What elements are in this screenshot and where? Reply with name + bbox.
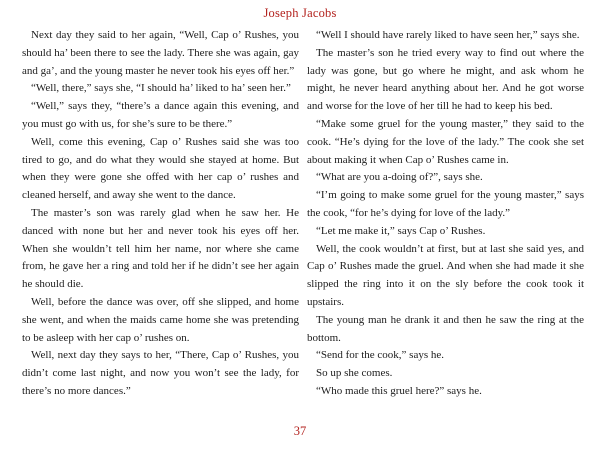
paragraph: Well, next day they says to her, “There, Cap o’ Rushes, you didn’t come last night, and now you won’t see the lady, for there’s no more dances.” [22,349,299,397]
paragraph: “Well,” says they, “there’s a dance again this evening, and you must go with us, for she’s sure to be there.” [22,100,299,130]
paragraph: The master’s son was rarely glad when he saw her. He danced with none but her and never took his eyes off her. When she wouldn’t tell him her name, nor where she came from, he gave her a ring and told her if he didn’t see her again he should die. [22,206,299,291]
paragraph: “Let me make it,” says Cap o’ Rushes. [316,224,486,237]
paragraph: Next day they said to her again, “Well, Cap o’ Rushes, you should ha’ been there to see the lady. There she was again, gay and ga’, and the young master he never took his eyes off her.” [22,29,299,77]
paragraph: So up she comes. [316,367,393,380]
running-head: Joseph Jacobs [263,6,337,20]
paragraph: Well, come this evening, Cap o’ Rushes said she was too tired to go, and do what they would she stayed at home. But when they were gone she offed with her cap o’ rushes and cleaned herself, and away she went to the dance. [22,135,299,202]
paragraph: The master’s son he tried every way to find out where the lady was gone, but go where he might, and ask whom he might, he never heard anything about her. And he got worse and worse for the love of her till he had to keep his bed. [307,46,584,113]
paragraph: “I’m going to make some gruel for the young master,” says the cook, “for he’s dying for love of the lady.” [307,189,584,219]
paragraph: Well, the cook wouldn’t at first, but at last she said yes, and Cap o’ Rushes made the gruel. And when she had made it she slipped the ring into it on the sly before the cook took it upstairs. [307,242,584,308]
paragraph: “Send for the cook,” says he. [316,349,444,362]
paragraph: “Who made this gruel here?” says he. [316,384,482,397]
page-number: 37 [293,424,307,438]
paragraph: “Make some gruel for the young master,” they said to the cook. “He’s dying for the love of the lady.” The cook she set about making it when Cap o’ Rushes came in. [307,117,584,166]
paragraph: “Well I should have rarely liked to have seen her,” says she. [316,29,580,41]
left-column [22,27,299,401]
paragraph: “What are you a-doing of?”, says she. [316,171,483,184]
paragraph: Well, before the dance was over, off she slipped, and home she went, and when the maids came home she was pretending to be asleep with her cap o’ rushes on. [22,295,299,344]
right-column [307,27,584,401]
paragraph: The young man he drank it and then he saw the ring at the bottom. [307,313,584,344]
paragraph: “Well, there,” says she, “I should ha’ liked to ha’ seen her.” [31,82,291,95]
